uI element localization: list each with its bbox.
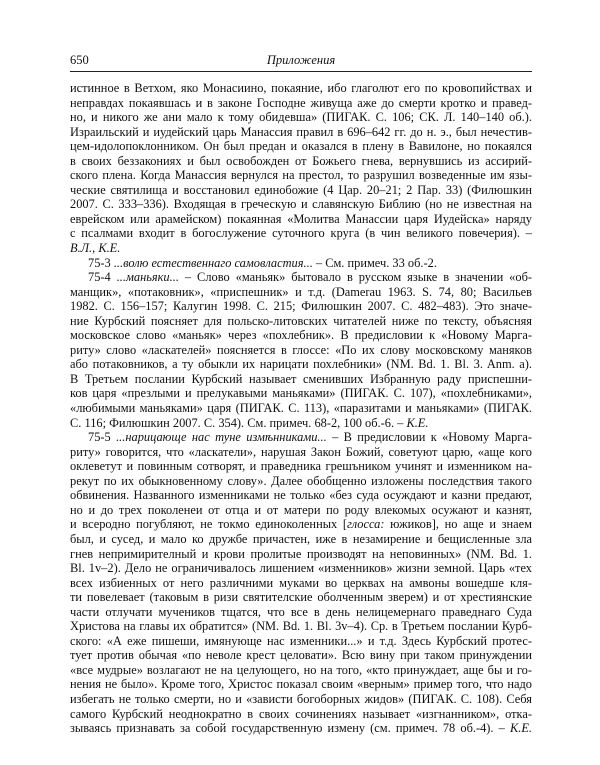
text-line	[70, 270, 532, 285]
text-segment: або потаковников, а ту обыкли их нарицати похлебники» (NM. Bd. 1. Bl. 3. Anm. a).	[70, 357, 532, 372]
text-line	[70, 357, 532, 372]
text-line	[70, 503, 532, 518]
text-line	[70, 386, 532, 401]
text-segment: 2007. С. 333–336). Входящая в греческую и славянскую Библию (но не известная на	[70, 197, 532, 212]
italic-segment: К.Е.	[406, 415, 429, 430]
text-line	[70, 721, 532, 736]
text-line	[70, 517, 532, 532]
text-segment: но и до трех поколенеи от отца и от матери по роду влекомых осужают и казнят,	[70, 502, 532, 517]
text-segment: московское слово «маньяк» через «похлебник». В предисловии к «Новому Марга-	[70, 328, 532, 343]
text-segment: зываясь признавать за собой государственную измену (см. примеч. 78 об.-4). –	[70, 721, 510, 736]
text-line	[70, 401, 532, 416]
text-line	[70, 168, 532, 183]
body-text	[70, 81, 532, 736]
text-segment: 75-4	[88, 270, 117, 285]
italic-segment: К.Е.	[510, 721, 532, 736]
running-title: Приложения	[266, 53, 336, 67]
text-segment: Bl. 1v–2). Дело не ограничивалось лишением «изменников» жизни земной. Царь «тех	[70, 561, 532, 576]
text-segment: оклеветут и повинным сотворят, и праведника грешъником учинят и изменником на-	[70, 459, 532, 474]
text-line	[70, 81, 532, 96]
text-line	[70, 488, 532, 503]
text-segment: 75-5	[88, 430, 117, 445]
text-segment: самого Курбский неоднократно в своих сочинениях называет «изгнанником», отка-	[70, 706, 532, 721]
text-line	[70, 110, 532, 125]
text-line	[70, 416, 532, 431]
text-segment: истинное в Ветхом, яко Монасиино, покаяние, ибо глаголют его по кровопийствах и	[70, 81, 532, 95]
text-segment: – В предисловии к «Новому Марга-	[326, 430, 532, 445]
italic-segment: глосса:	[347, 517, 385, 532]
text-segment: с псалмами входит в богослужение суточного круга (в чин великого повечерия). –	[70, 226, 532, 241]
text-segment: ков царя «презлыми и прелукавыми маньяками» (ПИГАК. С. 107), «похлебниками»,	[70, 386, 532, 401]
text-segment: – Слово «маньяк» бытовало в русском языке в значении «об-	[178, 270, 532, 285]
text-line	[70, 183, 532, 198]
text-segment: избегать не только смерти, но и «зависти богоборных жидов» (ПИГАК. С. 108). Себя	[70, 691, 532, 706]
text-line	[70, 125, 532, 140]
page-number: 650	[70, 53, 89, 67]
italic-segment: В.Л., К.Е.	[70, 241, 121, 256]
text-line	[70, 285, 532, 300]
text-line	[70, 154, 532, 169]
text-segment: ского: «А еже пишеши, имянующе нас изменники...» и т.д. Здесь Курбский протес-	[70, 633, 532, 648]
text-segment: ние Курбский поясняет для польско-литовских читателей ниже по тексту, объясняя	[70, 313, 532, 328]
text-line	[70, 619, 532, 634]
text-segment: рекут по их обыкновенному слову». Далее обобщенно изложены последствия такого	[70, 473, 532, 488]
text-segment: ческие святилища и восстановил единобожие (4 Цар. 20–21; 2 Пар. 33) (Филюшкин	[70, 182, 532, 197]
text-line	[70, 707, 532, 722]
text-line	[70, 372, 532, 387]
text-line	[70, 561, 532, 576]
text-line	[70, 256, 532, 271]
text-segment: риту» говорится, что «ласкатели», нарушая Закон Божий, советуют царю, «аще кого	[70, 444, 532, 459]
text-segment: ского плена. Когда Манассия вернулся на престол, то разрушил возведенные им язы-	[70, 168, 532, 183]
text-segment: обвинения. Названного изменниками не только «без суда осуждают и казни предают,	[70, 488, 532, 503]
text-line	[70, 459, 532, 474]
text-segment: южиков], но аще и знаем	[384, 517, 533, 532]
text-segment: манщик», «потаковник», «приспешник» и т.д. (Damerau 1963. S. 74, 80; Васильев	[70, 284, 532, 299]
text-line	[70, 96, 532, 111]
text-line	[70, 445, 532, 460]
text-line	[70, 677, 532, 692]
text-line	[70, 590, 532, 605]
page-header	[70, 53, 532, 69]
text-segment: части отлучати мучеников тщатся, что все в день нелицемернаго праведнаго Суда	[70, 604, 532, 619]
text-line	[70, 474, 532, 489]
text-segment: Христова на главы их обратится» (NM. Bd. 1. Bl. 3v–4). Ср. в Третьем послании Курб-	[70, 619, 532, 634]
italic-segment: ...маньяки...	[116, 270, 179, 285]
text-segment: нения не было». Кроме того, Христос показал своим «верным» пример того, что надо	[70, 677, 532, 692]
text-segment: «все мудрые» возлагают не на целующего, но на того, «кто принуждает, аще бы и го-	[70, 662, 532, 677]
text-line	[70, 430, 532, 445]
text-segment: еврейском или арамейском) покаянная «Молитва Манассии царя Иудейска» наряду	[70, 211, 532, 226]
text-segment: 1982. С. 156–157; Калугин 1998. С. 215; Филюшкин 2007. С. 482–483). Это значе-	[70, 299, 532, 314]
text-segment: и всеродно погубляют, не токмо единоколенных [	[70, 517, 348, 532]
italic-segment: ...волю естественнаго самовластия...	[113, 255, 313, 270]
text-line	[70, 634, 532, 649]
text-line	[70, 547, 532, 562]
text-segment: В Третьем послании Курбский называет сменивших Избранную раду приспешни-	[70, 371, 532, 386]
text-line	[70, 212, 532, 227]
text-line	[70, 241, 532, 256]
italic-segment: ...нарицающе нас туне измѣнниками...	[116, 430, 327, 445]
text-line	[70, 328, 532, 343]
text-segment: гнев непримирителный и крови пролитые производят на неповинных» (NM. Bd. 1.	[70, 546, 532, 561]
text-line	[70, 663, 532, 678]
text-segment: всех избиенных от него различними муками во церквах на амвоны вошедше кля-	[70, 575, 532, 590]
text-line	[70, 648, 532, 663]
text-segment: Израильский и иудейский царь Манассия правил в 696–642 гг. до н. э., был нечестив-	[70, 124, 532, 139]
text-segment: риту» слово «ласкателей» поясняется в глоссе: «По их слову московскому маняков	[70, 342, 532, 357]
text-segment: «любимыми маньяками» царя (ПИГАК. С. 113), «паразитами и маньяками» (ПИГАК.	[70, 401, 532, 416]
text-line	[70, 226, 532, 241]
text-line	[70, 299, 532, 314]
text-segment: был, и сусед, и мало ко дружбе причастен, иже в незамирение и бещисленные зла	[70, 531, 532, 546]
text-segment: ти повелевает (таковым в ризи святителские оболченным зверем) и от хрестиянские	[70, 590, 532, 605]
text-segment: цем-идолопоклонником. Он был предан и оказался в плену в Вавилоне, но покаялся	[70, 139, 532, 154]
text-line	[70, 532, 532, 547]
text-line	[70, 197, 532, 212]
text-segment: неправдах покаявшась и в законе Господне живуща аже до смерти кротко и правед-	[70, 95, 532, 110]
text-segment: в своих беззакониях и был освобожден от Божьего гнева, вернувшись из ассирий-	[70, 153, 532, 168]
text-segment: С. 116; Филюшкин 2007. С. 354). См. примеч. 68-2, 100 об.-6. –	[70, 415, 407, 430]
text-line	[70, 605, 532, 620]
text-line	[70, 576, 532, 591]
text-line	[70, 343, 532, 358]
text-line	[70, 139, 532, 154]
text-line	[70, 692, 532, 707]
text-segment: – См. примеч. 33 об.-2.	[312, 255, 437, 270]
text-line	[70, 314, 532, 329]
text-segment: 75-3	[88, 255, 114, 270]
header-rule	[70, 71, 532, 72]
text-segment: тует против обычая «по неволе крест целовати». Всю вину при таком принуждении	[70, 648, 532, 663]
text-segment: но, и никого же ани мало к тому обидевша» (ПИГАК. С. 106; СК. Л. 140–140 об.).	[70, 110, 532, 125]
